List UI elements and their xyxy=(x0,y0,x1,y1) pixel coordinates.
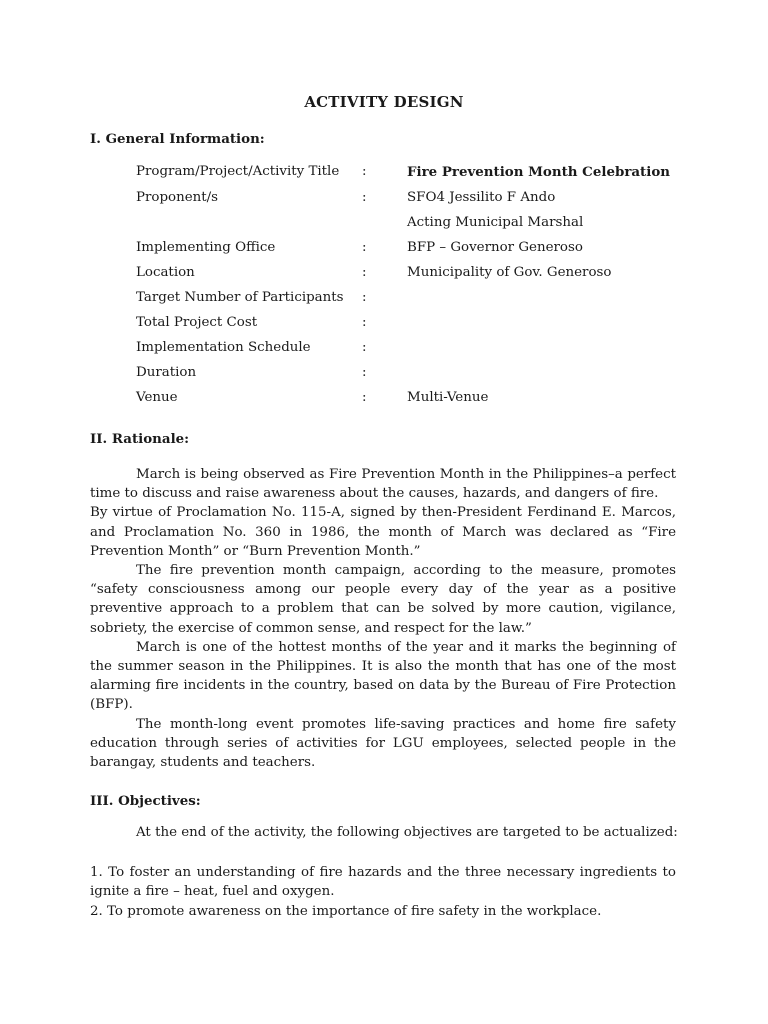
info-colon: : xyxy=(362,164,367,179)
info-value: Municipality of Gov. Generoso xyxy=(407,265,612,280)
info-label: Program/Project/Activity Title xyxy=(136,164,340,179)
info-value: SFO4 Jessilito F Ando xyxy=(407,190,556,205)
info-label: Target Number of Participants xyxy=(136,290,344,305)
info-colon: : xyxy=(362,340,367,355)
info-row-title xyxy=(0,164,768,186)
objective-item: 1. To foster an understanding of fire hazards and the three necessary ingredients to ignite a fire – heat, fuel and oxygen. xyxy=(90,865,676,900)
info-colon: : xyxy=(362,190,367,205)
info-row-schedule xyxy=(0,340,768,362)
info-value: Multi-Venue xyxy=(407,390,489,405)
rationale-paragraph: The fire prevention month campaign, according to the measure, promotes “safety consciousness among our people every day of the year as a positive preventive approach to a problem that can be solved by more caution, vigilance, sobriety, the exercise of common sense, and respect for the law.” xyxy=(90,563,676,636)
info-label: Duration xyxy=(136,365,197,380)
info-value: Acting Municipal Marshal xyxy=(407,215,584,230)
info-label: Proponent/s xyxy=(136,190,219,205)
info-row-proponent xyxy=(0,190,768,212)
info-row-total-cost xyxy=(0,315,768,337)
info-colon: : xyxy=(362,390,367,405)
info-label: Total Project Cost xyxy=(136,315,258,330)
info-label: Venue xyxy=(136,390,178,405)
objectives-intro: At the end of the activity, the following objectives are targeted to be actualized: xyxy=(136,825,678,840)
info-row-venue xyxy=(0,390,768,412)
objectives-list xyxy=(90,863,676,921)
rationale-body xyxy=(90,465,676,772)
rationale-paragraph: The month-long event promotes life-saving practices and home fire safety education through series of activities for LGU employees, selected people in the barangay, students and teachers. xyxy=(90,716,676,771)
info-row-participants xyxy=(0,290,768,312)
info-value: Fire Prevention Month Celebration xyxy=(407,164,671,180)
info-value: BFP – Governor Generoso xyxy=(407,240,583,255)
rationale-paragraph: March is being observed as Fire Prevention Month in the Philippines–a perfect time to discuss and raise awareness about the causes, hazards, and dangers of fire. xyxy=(90,467,676,502)
info-label: Implementing Office xyxy=(136,240,276,255)
info-colon: : xyxy=(362,265,367,280)
objective-item: 2. To promote awareness on the importance of fire safety in the workplace. xyxy=(90,903,602,919)
general-info-heading: I. General Information: xyxy=(90,131,265,147)
info-row-proponent-position xyxy=(0,215,768,237)
info-colon: : xyxy=(362,290,367,305)
rationale-paragraph: March is one of the hottest months of the year and it marks the beginning of the summer season in the Philippines. It is also the month that has one of the most alarming fire incidents in the country, based on data by the Bureau of Fire Protection (BFP). xyxy=(90,639,676,713)
info-label: Implementation Schedule xyxy=(136,340,311,355)
info-row-duration xyxy=(0,365,768,387)
objectives-heading: III. Objectives: xyxy=(90,793,201,809)
info-colon: : xyxy=(362,315,367,330)
document-title: ACTIVITY DESIGN xyxy=(304,93,464,111)
info-colon: : xyxy=(362,240,367,255)
info-row-location xyxy=(0,265,768,287)
rationale-paragraph: By virtue of Proclamation No. 115-A, signed by then-President Ferdinand E. Marcos, and Proclamation No. 360 in 1986, the month of March was declared as “Fire Prevention Month” or “Burn Prevention Month.” xyxy=(90,505,676,559)
info-colon: : xyxy=(362,365,367,380)
info-row-implementing-office xyxy=(0,240,768,262)
rationale-heading: II. Rationale: xyxy=(90,431,190,447)
info-label: Location xyxy=(136,265,195,280)
